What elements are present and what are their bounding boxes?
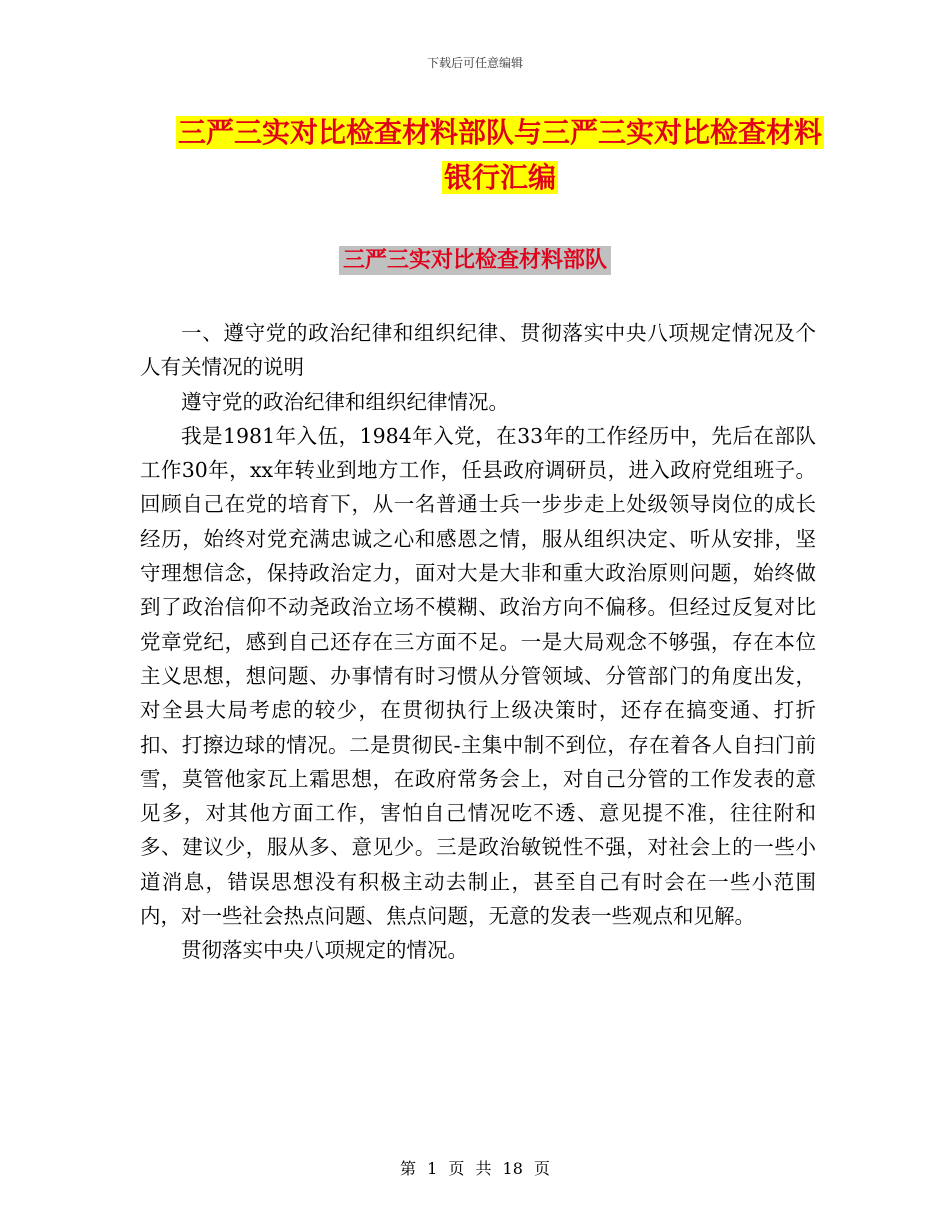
document-title [150, 110, 850, 200]
section-title-text: 三严三实对比检查材料部队 [339, 246, 611, 275]
title-line-2: 银行汇编 [443, 161, 556, 194]
paragraph-main: 我是1981年入伍，1984年入党，在33年的工作经历中，先后在部队工作30年，xx年转业到地方工作，任县政府调研员，进入政府党组班子。回顾自己在党的培育下，从一名普通士兵一步步走上处级领导岗位的成长经历，始终对党充满忠诚之心和感恩之情，服从组织决定、听从安排，坚守理想信念，保持政治定力，面对大是大非和重大政治原则问题，始终做到了政治信仰不动尧政治立场不模糊、政治方向不偏移。但经过反复对比党章党纪，感到自己还存在三方面不足。一是大局观念不够强，存在本位主义思想，想问题、办事情有时习惯从分管领域、分管部门的角度出发，对全县大局考虑的较少，在贯彻执行上级决策时，还存在搞变通、打折扣、打擦边球的情况。二是贯彻民-主集中制不到位，存在着各人自扫门前雪，莫管他家瓦上霜思想，在政府常务会上，对自己分管的工作发表的意见多，对其他方面工作，害怕自己情况吃不透、意见提不准，往往附和多、建议少，服从多、意见少。三是政治敏锐性不强，对社会上的一些小道消息，错误思想没有积极主动去制止，甚至自己有时会在一些小范围内，对一些社会热点问题、焦点问题，无意的发表一些观点和见解。 [140, 423, 816, 929]
title-line-1: 三严三实对比检查材料部队与三严三实对比检查材料 [177, 116, 822, 149]
document-body [140, 316, 816, 968]
page-footer: 第 1 页 共 18 页 [400, 1159, 550, 1178]
header-note: 下载后可任意编辑 [426, 56, 523, 70]
paragraph-subheading: 遵守党的政治纪律和组织纪律情况。 [181, 389, 509, 414]
paragraph-subheading-2: 贯彻落实中央八项规定的情况。 [181, 938, 468, 963]
section-title [0, 244, 950, 278]
paragraph-heading: 一、遵守党的政治纪律和组织纪律、贯彻落实中央八项规定情况及个人有关情况的说明 [140, 321, 816, 380]
